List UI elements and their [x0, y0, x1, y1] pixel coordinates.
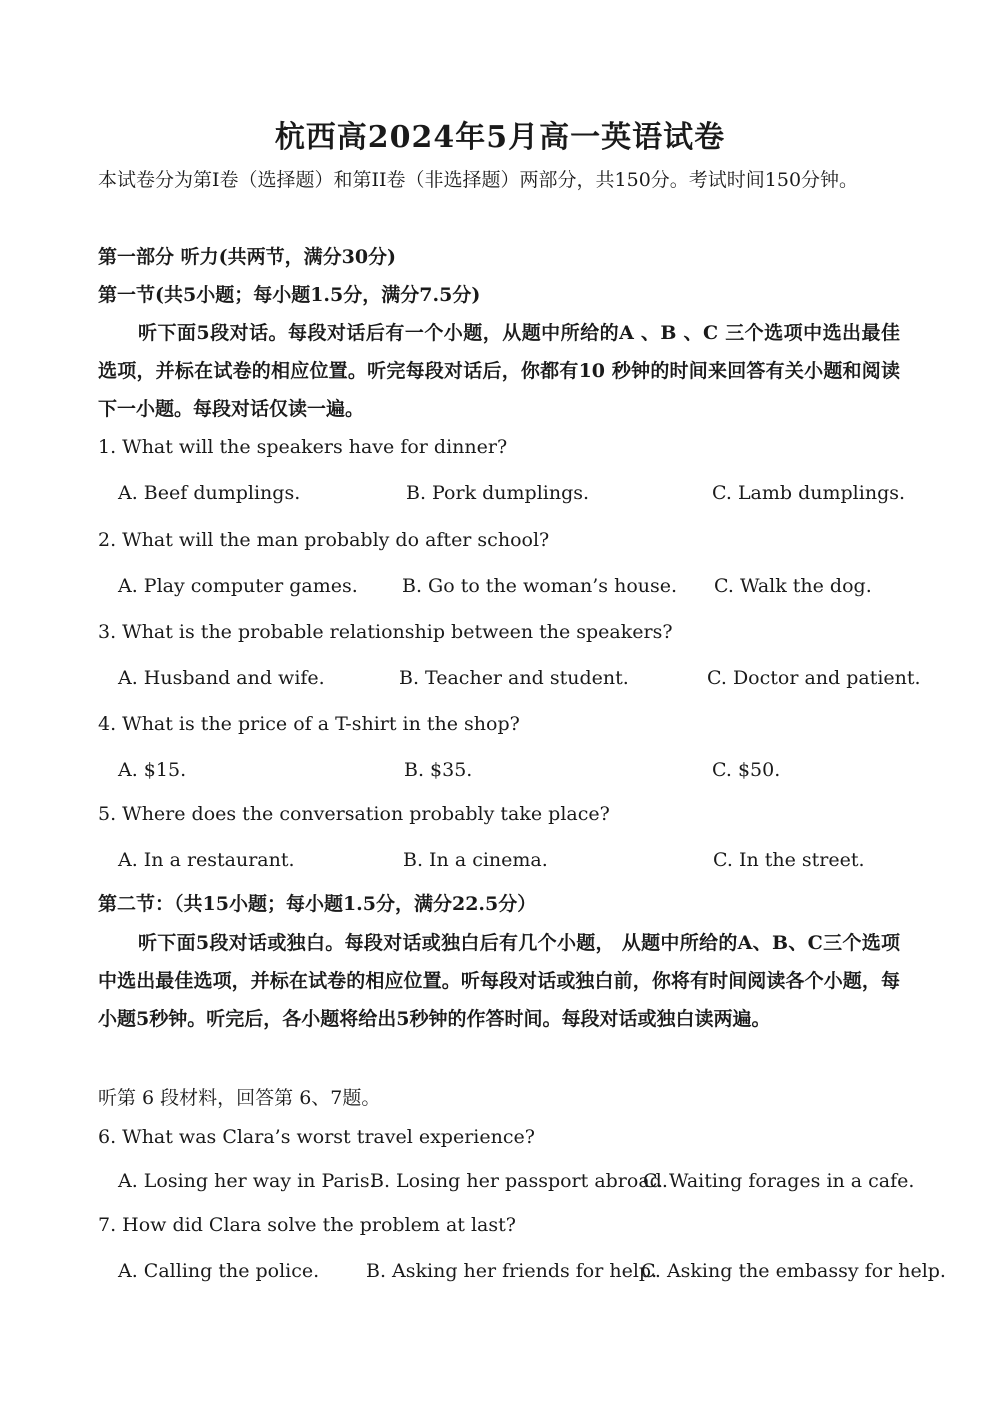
- question-6-option-b: B. Losing her passport abroad.: [370, 1170, 668, 1192]
- section1-instructions: 听下面5段对话。每段对话后有一个小题，从题中所给的A 、B 、C 三个选项中选出最佳选项，并标在试卷的相应位置。听完每段对话后，你都有10 秒钟的时间来回答有关小题和阅读下一小题。每段对话仅读一遍。: [98, 322, 900, 420]
- question-1-option-a: A. Beef dumplings.: [118, 482, 301, 504]
- question-4-option-a: A. $15.: [118, 759, 187, 781]
- question-2-stem: 2. What will the man probably do after school?: [98, 529, 550, 551]
- question-3-option-b: B. Teacher and student.: [399, 667, 629, 689]
- question-3-option-c: C. Doctor and patient.: [707, 667, 921, 689]
- question-1-stem: 1. What will the speakers have for dinner?: [98, 436, 508, 458]
- section2-heading: 第二节：（共15小题；每小题1.5分，满分22.5分）: [98, 893, 537, 915]
- question-4-option-c: C. $50.: [712, 759, 781, 781]
- section1-heading: 第一节(共5小题；每小题1.5分，满分7.5分): [98, 284, 481, 306]
- part1-heading: 第一部分 听力(共两节，满分30分): [98, 246, 397, 268]
- exam-title: 杭西高2024年5月高一英语试卷: [274, 120, 726, 155]
- question-1-option-b: B. Pork dumplings.: [406, 482, 590, 504]
- question-5-option-c: C. In the street.: [713, 849, 865, 871]
- question-3-stem: 3. What is the probable relationship between the speakers?: [98, 621, 673, 643]
- material-note: 听第 6 段材料，回答第 6、7题。: [98, 1087, 381, 1109]
- question-5-option-a: A. In a restaurant.: [118, 849, 295, 871]
- question-6-option-c: C. Waiting forages in a cafe.: [643, 1170, 915, 1192]
- question-5-option-b: B. In a cinema.: [403, 849, 548, 871]
- question-7-stem: 7. How did Clara solve the problem at last?: [98, 1214, 516, 1236]
- question-6-option-a: A. Losing her way in Paris.: [118, 1170, 376, 1192]
- question-2-option-c: C. Walk the dog.: [714, 575, 872, 597]
- question-4-option-b: B. $35.: [404, 759, 473, 781]
- question-7-option-a: A. Calling the police.: [118, 1260, 320, 1282]
- exam-intro: 本试卷分为第I卷（选择题）和第II卷（非选择题）两部分，共150分。考试时间150分钟。: [98, 169, 859, 191]
- question-3-option-a: A. Husband and wife.: [118, 667, 325, 689]
- question-1-option-c: C. Lamb dumplings.: [712, 482, 906, 504]
- question-2-option-a: A. Play computer games.: [118, 575, 358, 597]
- question-7-option-c: C. Asking the embassy for help.: [641, 1260, 946, 1282]
- question-5-stem: 5. Where does the conversation probably take place?: [98, 803, 610, 825]
- section2-instructions: 听下面5段对话或独白。每段对话或独白后有几个小题， 从题中所给的A、B、C三个选项中选出最佳选项，并标在试卷的相应位置。听每段对话或独白前，你将有时间阅读各个小题，每小题5秒钟。听完后，各小题将给出5秒钟的作答时间。每段对话或独白读两遍。: [98, 932, 900, 1030]
- question-7-option-b: B. Asking her friends for help.: [366, 1260, 658, 1282]
- question-2-option-b: B. Go to the woman’s house.: [402, 575, 678, 597]
- question-4-stem: 4. What is the price of a T-shirt in the shop?: [98, 713, 520, 735]
- question-6-stem: 6. What was Clara’s worst travel experience?: [98, 1126, 535, 1148]
